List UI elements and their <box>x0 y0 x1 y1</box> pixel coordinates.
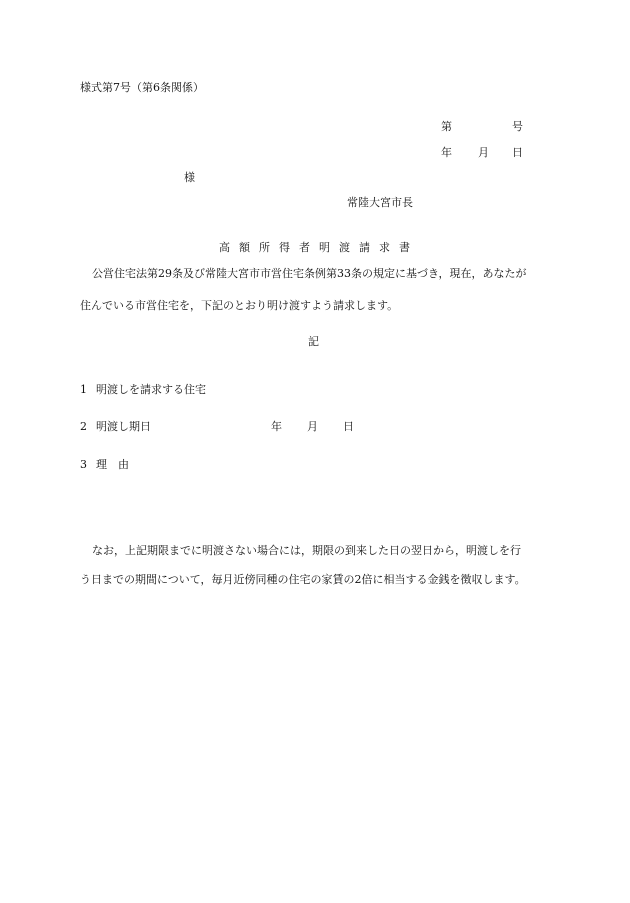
ki-heading: 記 <box>308 335 319 348</box>
item2-year: 年 <box>271 420 282 433</box>
title-char: 求 <box>379 241 390 254</box>
item2-month: 月 <box>307 420 318 433</box>
item2-number: 2 <box>80 420 87 433</box>
title-char: 請 <box>359 241 370 254</box>
item1-label: 明渡しを請求する住宅 <box>96 383 206 396</box>
sender-name: 常陸大宮市長 <box>347 196 413 209</box>
item3-label: 理 由 <box>96 458 129 471</box>
paragraph1-line1: 公営住宅法第29条及び常陸大宮市市営住宅条例第33条の規定に基づき，現在，あなたが <box>92 267 527 280</box>
title-char: 所 <box>259 241 270 254</box>
paragraph2-line1: なお，上記期限までに明渡さない場合には，期限の到来した日の翌日から，明渡しを行 <box>92 544 521 557</box>
title-char: 者 <box>299 241 310 254</box>
item2-label: 明渡し期日 <box>96 420 151 433</box>
date-month-label: 月 <box>478 146 489 159</box>
form-label: 様式第7号（第6条関係） <box>80 81 204 94</box>
title-char: 額 <box>239 241 250 254</box>
paragraph1-line2: 住んでいる市営住宅を，下記のとおり明け渡すよう請求します。 <box>80 299 399 312</box>
paragraph2-line2: う日までの期間について，毎月近傍同種の住宅の家賃の2倍に相当する金銭を徴収します。 <box>80 573 526 586</box>
title-char: 渡 <box>339 241 350 254</box>
item1-number: 1 <box>80 383 87 396</box>
title-char: 高 <box>219 241 230 254</box>
title-char: 得 <box>279 241 290 254</box>
title-char: 明 <box>319 241 330 254</box>
number-prefix: 第 <box>441 120 452 133</box>
date-year-label: 年 <box>441 146 452 159</box>
addressee-suffix: 様 <box>184 171 195 184</box>
item2-day: 日 <box>343 420 354 433</box>
title-char: 書 <box>399 241 410 254</box>
item3-number: 3 <box>80 458 87 471</box>
document-title <box>219 241 410 255</box>
date-day-label: 日 <box>512 146 523 159</box>
number-suffix: 号 <box>512 120 523 133</box>
